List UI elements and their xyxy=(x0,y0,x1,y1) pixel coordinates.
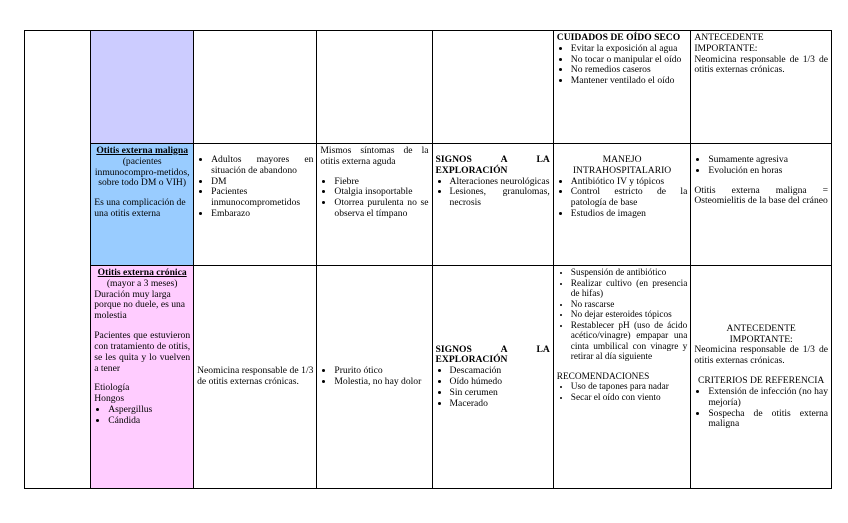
cronica-antecedente-text: Neomicina responsable de 1/3 de otitis externas crónicas. xyxy=(694,344,828,367)
list-item: • Embarazo xyxy=(211,209,313,220)
maligna-subtitle: (pacientes inmunocompro-metidos, sobre todo DM o VIH) xyxy=(94,155,190,189)
hongos-label: Hongos xyxy=(94,393,125,405)
criterios-list xyxy=(694,387,828,430)
etiologia-label: Etiología xyxy=(94,382,130,394)
list-item: • Macerado xyxy=(450,399,550,410)
list-item: • Restablecer pH (uso de ácido acético/vinagre) empapar una cinta umbilical con vinagre y retirar al día siguiente xyxy=(571,321,688,363)
antecedente-text: Neomicina responsable de 1/3 de otitis externas crónicas. xyxy=(694,53,828,76)
cuidados-list xyxy=(557,44,688,87)
cronica-symptoms-list xyxy=(320,366,428,388)
table-row xyxy=(25,31,832,144)
signos-title: SIGNOS A LA EXPLORACIÓN xyxy=(435,154,550,176)
list-item: • Sumamente agresiva xyxy=(708,155,828,166)
row3-symptoms-cell xyxy=(317,266,432,489)
symptoms-list xyxy=(320,177,428,220)
cronica-patients: Pacientes que estuvieron con tratamiento de otitis, se les quita y lo vuelven a tener xyxy=(94,330,191,374)
list-item: • Sospecha de otitis externa maligna xyxy=(708,409,828,431)
list-item: • Alteraciones neurológicas xyxy=(450,177,550,188)
list-item: • Otalgia insoportable xyxy=(334,187,428,198)
list-item: • Sin cerumen xyxy=(450,388,550,399)
row3-notes-cell xyxy=(691,266,832,489)
maligna-title: Otitis externa maligna xyxy=(96,145,188,156)
row2-name-cell xyxy=(91,144,194,266)
list-item: • Cándida xyxy=(108,416,190,427)
list-item: • Evitar la exposición al agua xyxy=(571,44,688,55)
row1-symptoms-cell xyxy=(317,31,432,144)
row2-cause-cell xyxy=(194,144,317,266)
list-item: • No remedios caseros xyxy=(571,65,688,76)
cronica-treatment-list xyxy=(557,268,688,363)
otitis-table xyxy=(24,30,832,489)
row1-signs-cell xyxy=(432,31,553,144)
cronica-description: Duración muy larga porque no duele, es una molestia xyxy=(94,288,186,322)
list-item: • DM xyxy=(211,177,313,188)
list-item: • Lesiones, granulomas, necrosis xyxy=(450,187,550,209)
row3-treatment-cell xyxy=(553,266,691,489)
row1-name-cell xyxy=(91,31,194,144)
table-row xyxy=(25,266,832,489)
hongos-list xyxy=(94,405,190,427)
list-item: • Extensión de infección (no hay mejoría) xyxy=(708,387,828,409)
row1-cause-cell xyxy=(194,31,317,144)
notes-text: Otitis externa maligna = Osteomielitis de la base del cráneo xyxy=(694,184,828,207)
recomendaciones-title: RECOMENDACIONES xyxy=(556,371,650,382)
list-item: • Uso de tapones para nadar xyxy=(571,382,688,393)
list-item: • Estudios de imagen xyxy=(571,209,688,220)
cuidados-title: CUIDADOS DE OÍDO SECO xyxy=(556,32,681,43)
antecedente-title: ANTECEDENTE IMPORTANTE: xyxy=(694,32,764,54)
criterios-title: CRITERIOS DE REFERENCIA xyxy=(698,375,825,387)
notes-list xyxy=(694,155,828,177)
list-item: • Descamación xyxy=(450,366,550,377)
list-item: • Fiebre xyxy=(334,177,428,188)
list-item: • Realizar cultivo (en presencia de hifas) xyxy=(571,279,688,300)
row3-signs-cell xyxy=(432,266,553,489)
table-row xyxy=(25,144,832,266)
row1-notes-cell xyxy=(691,31,832,144)
row2-treatment-cell xyxy=(553,144,691,266)
list-item: • Oído húmedo xyxy=(450,377,550,388)
row3-cause-cell xyxy=(194,266,317,489)
list-item: • Antibiótico IV y tópicos xyxy=(571,177,688,188)
row3-name-cell xyxy=(91,266,194,489)
cronica-antecedente-title: ANTECEDENTE IMPORTANTE: xyxy=(726,322,796,345)
list-item: • No rascarse xyxy=(571,300,688,311)
list-item: • No dejar esteroides tópicos xyxy=(571,310,688,321)
cronica-cause: Neomicina responsable de 1/3 de otitis externas crónicas. xyxy=(197,365,314,387)
list-item: • Suspensión de antibiótico xyxy=(571,268,688,279)
recomendaciones-list xyxy=(557,382,688,403)
list-item: • Secar el oído con viento xyxy=(571,393,688,404)
maligna-description: Es una complicación de una otitis externa xyxy=(94,197,186,220)
list-item: • Prurito ótico xyxy=(334,366,428,377)
cronica-signos-list xyxy=(436,366,550,409)
row2-signs-cell xyxy=(432,144,553,266)
list-item: • Adultos mayores en situación de abandono xyxy=(211,155,313,177)
row2-notes-cell xyxy=(691,144,832,266)
row2-symptoms-cell xyxy=(317,144,432,266)
cronica-title: Otitis externa crónica xyxy=(97,267,187,278)
list-item: • Mantener ventilado el oído xyxy=(571,76,688,87)
symptoms-intro: Mismos síntomas de la otitis externa aguda xyxy=(320,145,429,167)
list-item: • Aspergillus xyxy=(108,405,190,416)
manejo-title: MANEJO INTRAHOSPITALARIO xyxy=(572,154,672,176)
manejo-list xyxy=(557,177,688,220)
list-item: • Evolución en horas xyxy=(708,166,828,177)
list-item: • Otorrea purulenta no se observa el tímpano xyxy=(334,198,428,220)
list-item: • No tocar o manipular el oído xyxy=(571,55,688,66)
cronica-signos-title: SIGNOS A LA EXPLORACIÓN xyxy=(435,343,550,366)
list-item: • Pacientes inmunocomprometidos xyxy=(211,187,313,209)
list-item: • Molestia, no hay dolor xyxy=(334,377,428,388)
list-item: • Control estricto de la patología de base xyxy=(571,187,688,209)
cronica-subtitle: (mayor a 3 meses) xyxy=(106,277,178,289)
empty-left-cell xyxy=(25,31,91,489)
risk-list xyxy=(197,155,313,220)
signos-list xyxy=(436,177,550,209)
row1-treatment-cell xyxy=(553,31,691,144)
